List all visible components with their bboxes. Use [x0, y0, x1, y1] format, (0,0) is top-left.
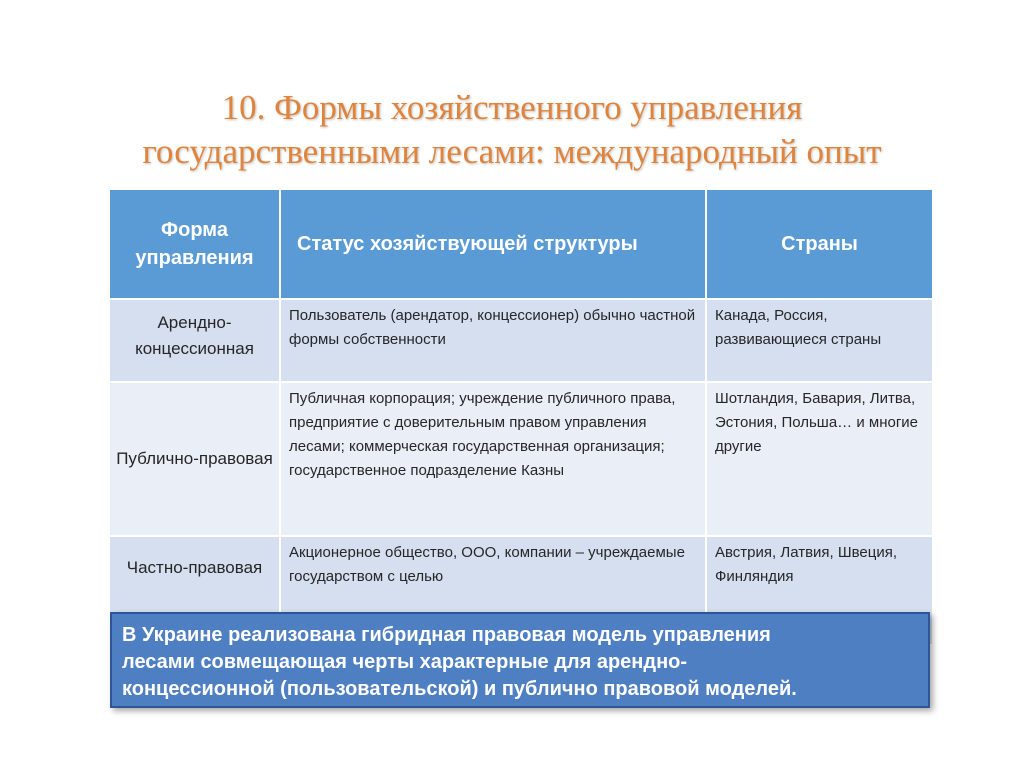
slide-title-line1: 10. Формы хозяйственного управления — [221, 88, 803, 127]
row-countries-cell: Канада, Россия, развивающиеся страны — [706, 299, 932, 382]
row-status-cell: Пользователь (арендатор, концессионер) обычно частной формы собственности — [280, 299, 706, 382]
table-row — [110, 382, 932, 536]
note-line2: лесами совмещающая черты характерные для арендно- — [122, 651, 688, 673]
note-line3: концессионной (пользовательской) и публично правовой моделей. — [122, 678, 797, 700]
row-status-cell: Акционерное общество, ООО, компании – учреждаемые государством с целью — [280, 536, 706, 644]
row-status-cell: Публичная корпорация; учреждение публичного права, предприятие с доверительным правом управления лесами; коммерческая государственная организация; государственное подразделение Казны — [280, 382, 706, 536]
management-forms-table — [110, 190, 932, 644]
ukraine-note-box — [110, 612, 930, 708]
table-row — [110, 299, 932, 382]
slide-title-line2: государственными лесами: международный опыт — [142, 132, 882, 171]
header-status: Статус хозяйствующей структуры — [280, 190, 706, 299]
note-line1: В Украине реализована гибридная правовая модель управления — [122, 624, 771, 646]
row-countries-cell: Шотландия, Бавария, Литва, Эстония, Польша… и многие другие — [706, 382, 932, 536]
row-countries-cell: Австрия, Латвия, Швеция, Финляндия — [706, 536, 932, 644]
slide-title — [60, 86, 964, 174]
header-countries: Страны — [706, 190, 932, 299]
header-form: Форма управления — [110, 190, 280, 299]
row-form-cell: Частно-правовая — [110, 536, 280, 644]
table-header-row — [110, 190, 932, 299]
row-form-cell: Публично-правовая — [110, 382, 280, 536]
row-form-cell: Арендно-концессионная — [110, 299, 280, 382]
